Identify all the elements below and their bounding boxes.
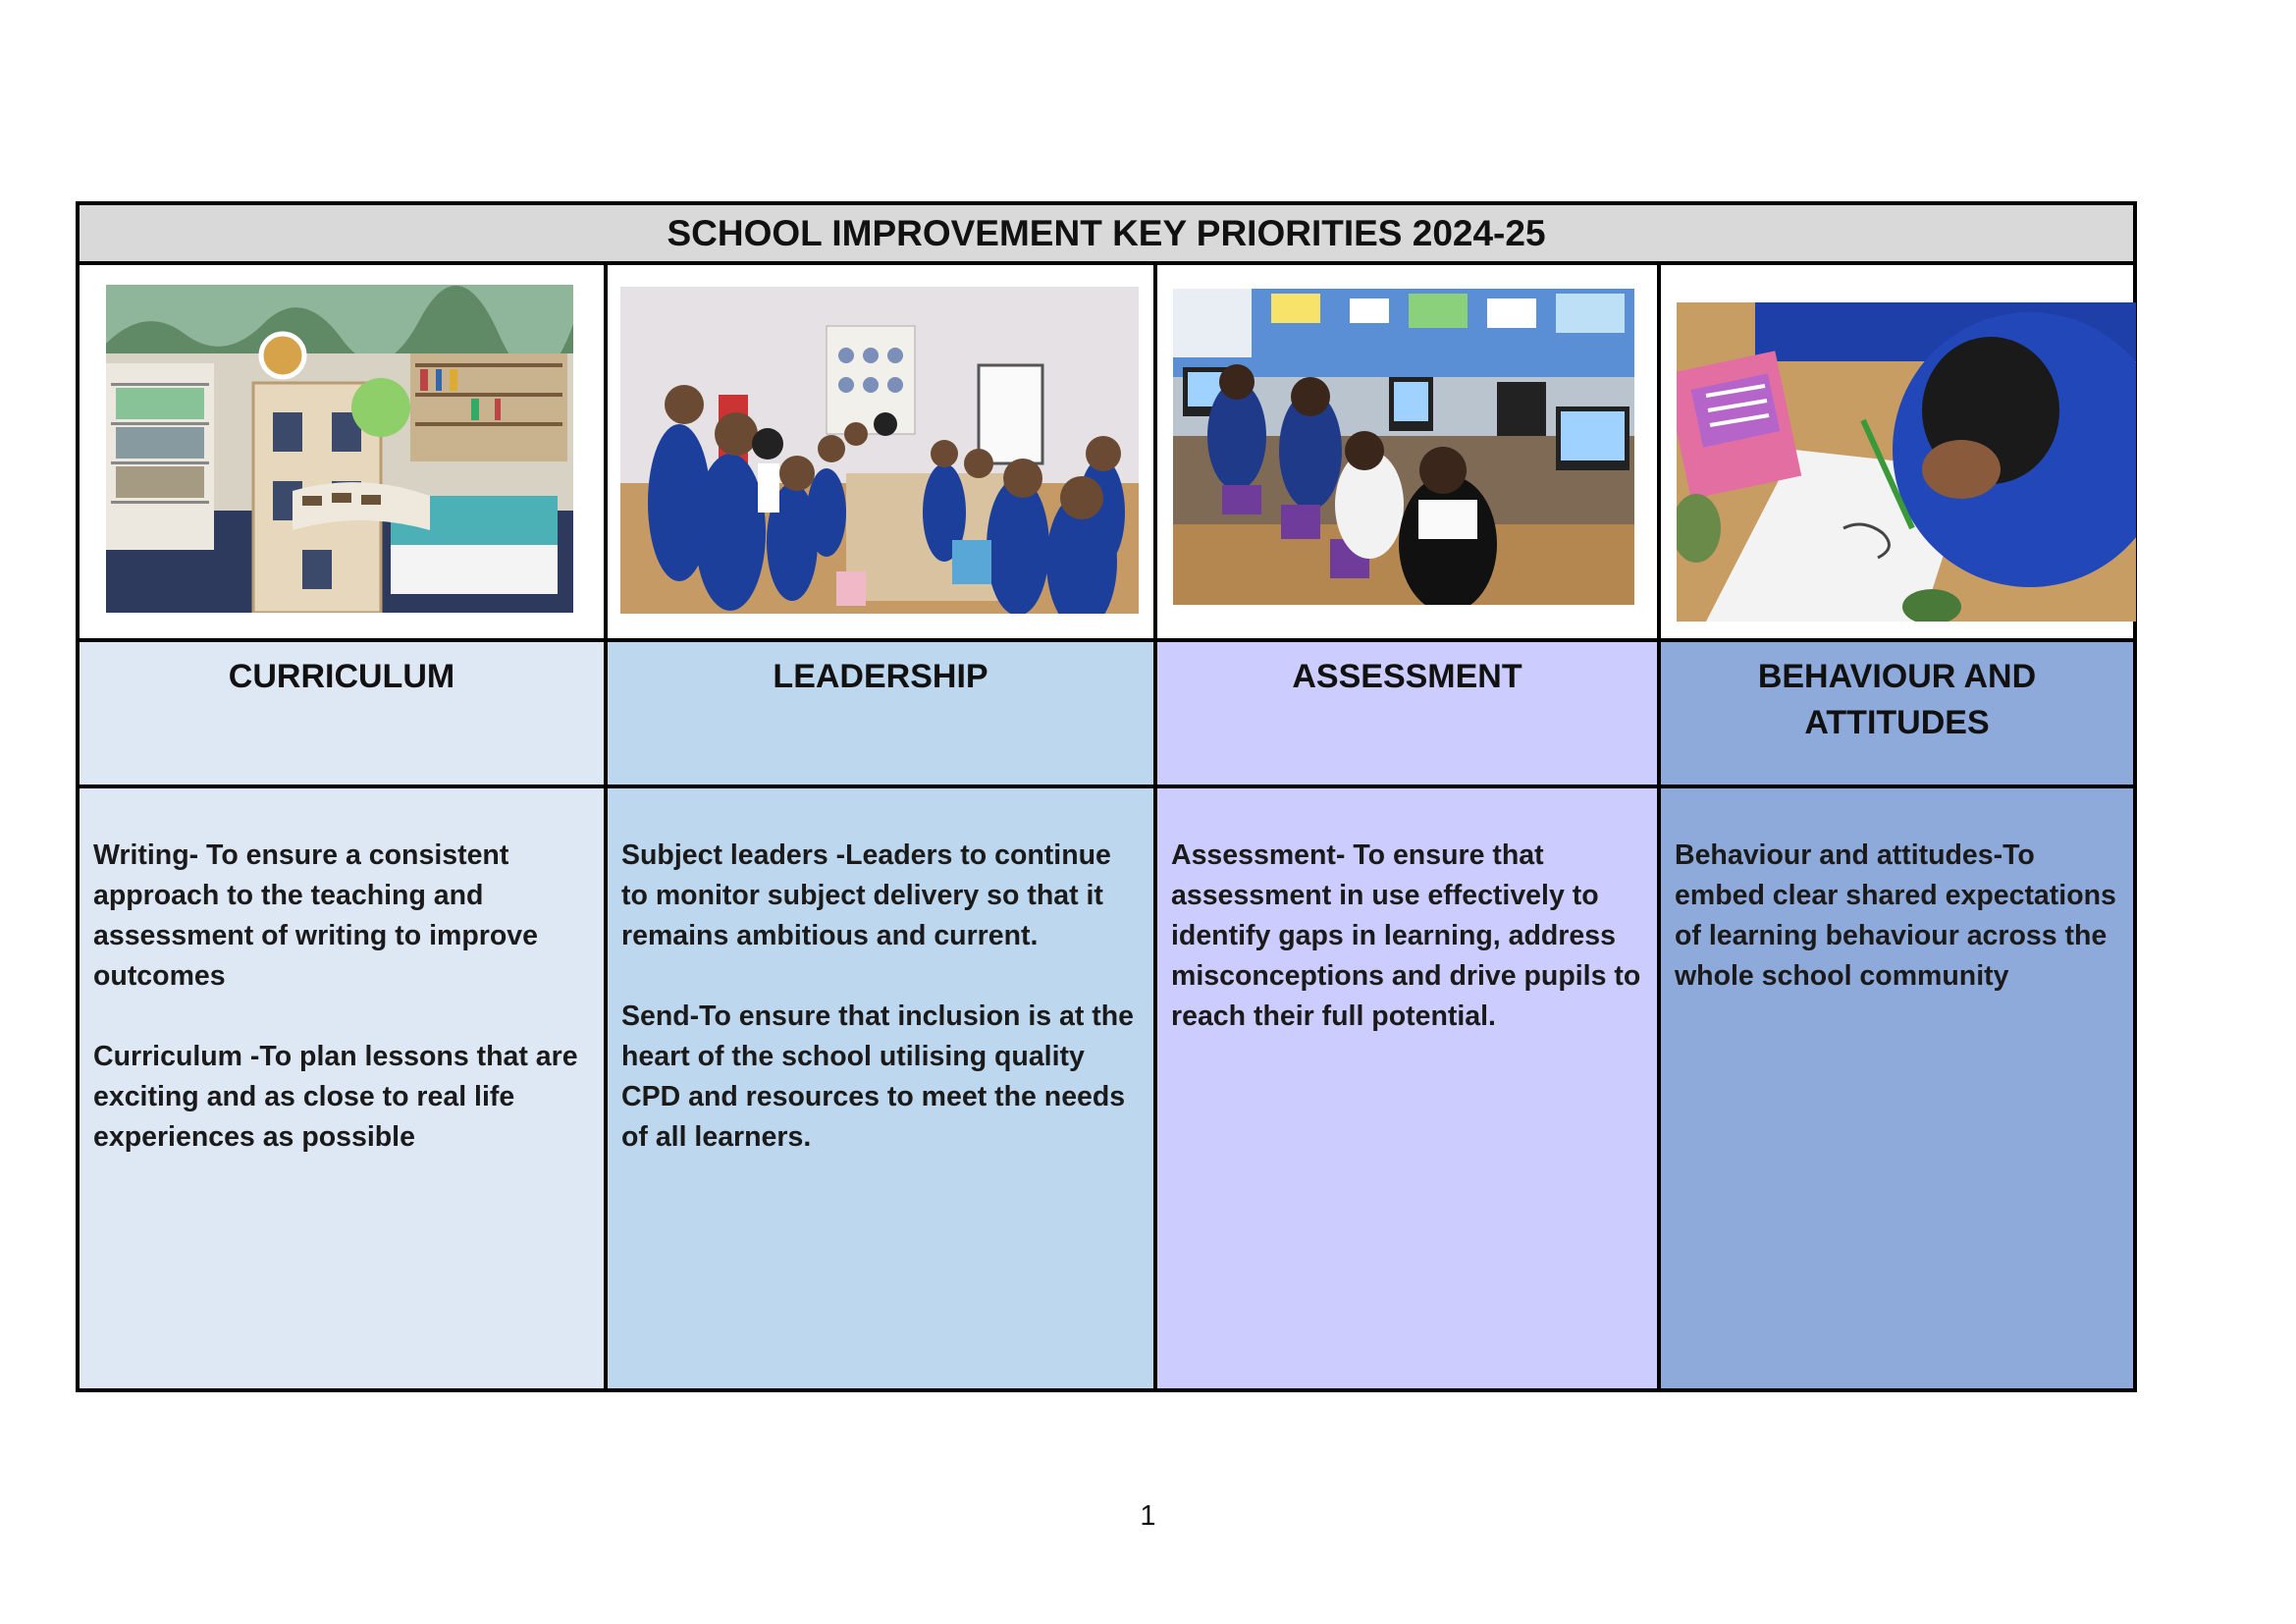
computer-lab-photo (1173, 289, 1634, 605)
photo-cell (608, 265, 1153, 642)
column-behaviour-and-attitudes (1657, 265, 2133, 1388)
heading-cell (80, 642, 604, 788)
heading-cell (608, 642, 1153, 788)
heading-cell (1661, 642, 2133, 788)
column-heading: BEHAVIOUR AND ATTITUDES (1757, 658, 2037, 741)
pupil-writing-photo (1677, 302, 2136, 622)
page-number: 1 (1140, 1500, 1156, 1532)
priority-paragraph: Send-To ensure that inclusion is at the heart of the school utilising quality CPD and resources to meet the needs of all learners. (621, 1001, 1135, 1153)
heading-cell (1157, 642, 1657, 788)
priority-paragraph: Subject leaders -Leaders to continue to monitor subject delivery so that it remains ambitious and current. (621, 839, 1111, 951)
priority-text (1661, 788, 2133, 1388)
priority-text (608, 788, 1153, 1388)
column-leadership (604, 265, 1153, 1388)
photo-cell (1661, 265, 2133, 642)
priority-paragraph: Curriculum -To plan lessons that are exciting and as close to real life experiences as possible (93, 1041, 578, 1153)
priority-text (80, 788, 604, 1388)
column-curriculum (80, 265, 604, 1388)
photo-cell (1157, 265, 1657, 642)
column-heading: CURRICULUM (228, 658, 455, 695)
column-heading: LEADERSHIP (773, 658, 988, 695)
table-title: SCHOOL IMPROVEMENT KEY PRIORITIES 2024-25 (80, 205, 2133, 265)
column-assessment (1153, 265, 1657, 1388)
photo-cell (80, 265, 604, 642)
priority-paragraph: Writing- To ensure a consistent approach to the teaching and assessment of writing to improve outcomes (93, 839, 538, 992)
column-heading: ASSESSMENT (1292, 658, 1522, 695)
priority-paragraph: Assessment- To ensure that assessment in use effectively to identify gaps in learning, address misconceptions and drive pupils to reach their full potential. (1171, 839, 1641, 1032)
priority-text (1157, 788, 1657, 1388)
priority-paragraph: Behaviour and attitudes-To embed clear shared expectations of learning behaviour across the whole school community (1675, 839, 2116, 992)
library-photo (106, 285, 573, 613)
pupils-group-photo (620, 287, 1139, 614)
priorities-table (76, 201, 2137, 1392)
